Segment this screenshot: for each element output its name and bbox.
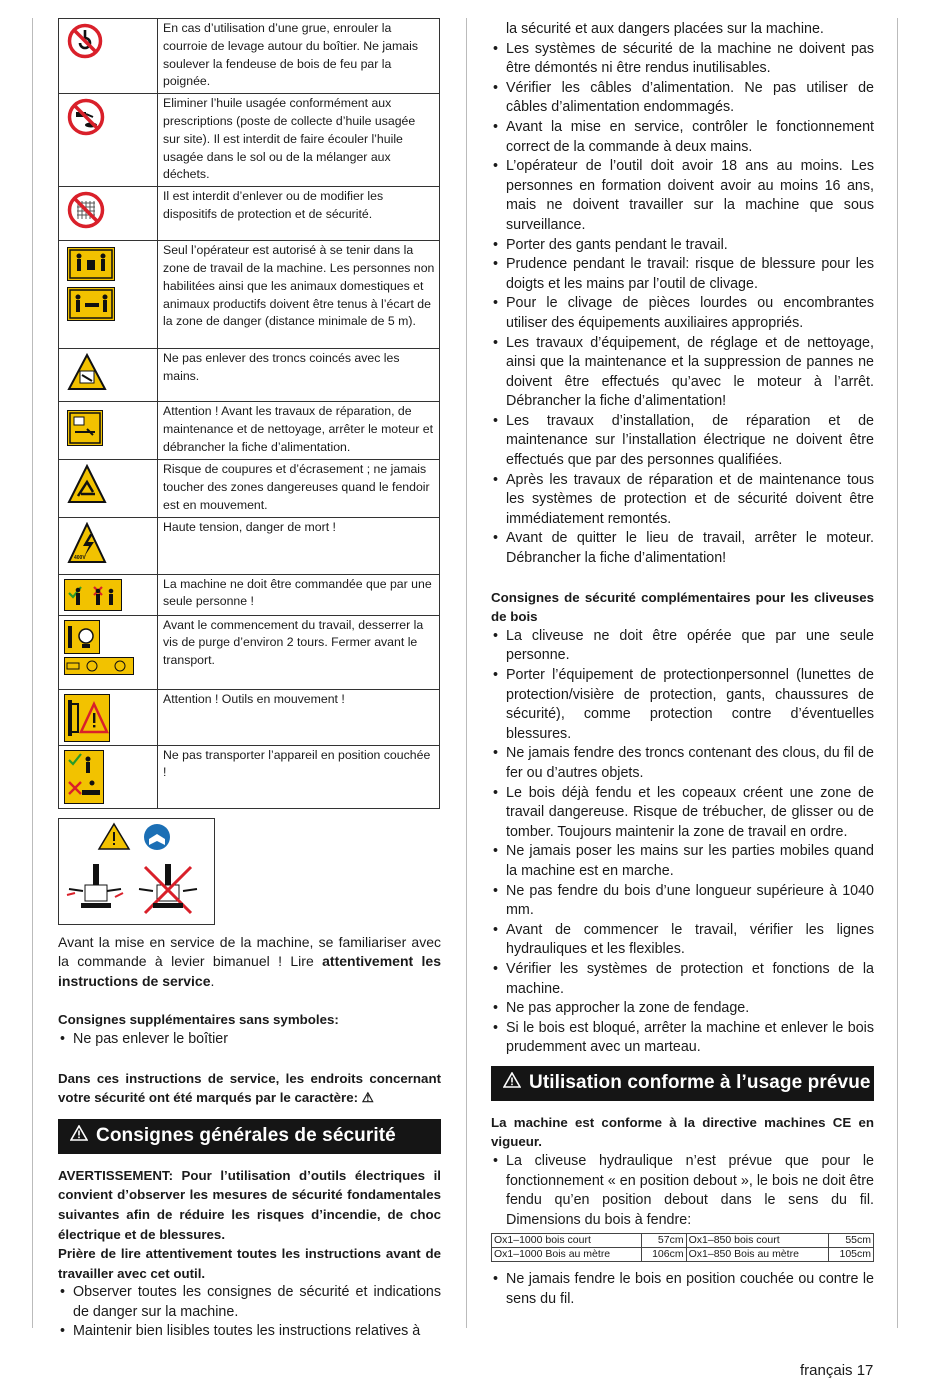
table-row bbox=[492, 1248, 874, 1262]
symbol-row bbox=[59, 689, 440, 745]
operator-only-zone-icon bbox=[67, 247, 115, 281]
list-item: • Avant la mise en service, contrôler le fonctionnement correct de la commande à deux mains. bbox=[491, 118, 874, 157]
banner-title: Utilisation conforme à l’usage prévue bbox=[529, 1072, 871, 1094]
symbol-row bbox=[59, 349, 440, 402]
warning-triangle-icon bbox=[70, 1125, 88, 1147]
table-cell: 105cm bbox=[828, 1248, 873, 1262]
symbol-text: Haute tension, danger de mort ! bbox=[158, 517, 440, 574]
unplug-before-repair-icon bbox=[67, 410, 103, 446]
complementary-heading: Consignes de sécurité complémentaires pour les cliveuses de bois bbox=[491, 589, 874, 625]
table-row bbox=[492, 1234, 874, 1248]
symbol-row bbox=[59, 19, 440, 94]
symbol-row bbox=[59, 241, 440, 349]
symbol-row bbox=[59, 615, 440, 689]
list-item: • Prudence pendant le travail: risque de blessure pour les doigts et les mains par l’outil de clivage. bbox=[491, 255, 874, 294]
moving-tools-warning-icon bbox=[64, 694, 110, 742]
supplementary-heading: Consignes supplémentaires sans symboles: bbox=[58, 1012, 339, 1028]
symbol-text: Attention ! Avant les travaux de réparation, de maintenance et de nettoyage, arrêter le moteur et débrancher la fiche d’alimentation. bbox=[158, 402, 440, 460]
read-instructions-paragraph: Prière de lire attentivement toutes les instructions avant de travailler avec cet outil. bbox=[58, 1246, 441, 1281]
complementary-list bbox=[491, 627, 874, 1058]
list-item: • Les travaux d’installation, de réparation et de maintenance sur l’installation électrique ne doivent être effectués que par des personnes qualifiées. bbox=[491, 412, 874, 471]
table-cell: Ox1–1000 Bois au mètre bbox=[492, 1248, 642, 1262]
symbol-row bbox=[59, 94, 440, 187]
jammed-log-warning-icon bbox=[67, 353, 107, 391]
symbol-row bbox=[59, 745, 440, 808]
symbol-text: Ne pas transporter l’appareil en position couchée ! bbox=[158, 745, 440, 808]
supplementary-list bbox=[58, 1030, 441, 1050]
keep-distance-icon bbox=[67, 287, 115, 321]
symbol-text: Eliminer l’huile usagée conformément aux prescriptions (poste de collecte d’huile usagée sur site). Il est interdit de faire écouler l’huile usagée dans le sol ou de la mélanger aux déchets. bbox=[158, 94, 440, 187]
table-cell: Ox1–1000 bois court bbox=[492, 1234, 642, 1248]
symbol-text: Ne pas enlever des troncs coincés avec les mains. bbox=[158, 349, 440, 402]
safety-symbols-table bbox=[58, 18, 440, 809]
list-item: • Avant de commencer le travail, vérifier les lignes hydrauliques et les flexibles. bbox=[491, 921, 874, 960]
list-item: • La cliveuse ne doit être opérée que par une seule personne. bbox=[491, 627, 874, 666]
list-item: • Ne jamais poser les mains sur les parties mobiles quand la machine est en marche. bbox=[491, 842, 874, 881]
list-item: • Pour le clivage de pièces lourdes ou encombrantes utiliser des équipements auxiliaires appropriés. bbox=[491, 294, 874, 333]
list-item: • Les travaux d’équipement, de réglage et de nettoyage, ainsi que la maintenance et la suppression de pannes ne doivent être effectués qu’avec le moteur à l’arrêt. Débrancher la fiche d’alimentation! bbox=[491, 334, 874, 412]
incorrect-operation-icon bbox=[139, 864, 197, 913]
warning-paragraph: AVERTISSEMENT: Pour l’utilisation d’outils électriques il convient d’observer les mesures de sécurité fondamentales suivantes afin de réduire les risques d’incendie, de choc électrique et de blessures. bbox=[58, 1167, 441, 1242]
intro-bold-text: attentivement les instructions de service bbox=[58, 953, 442, 989]
section-banner-general-safety bbox=[58, 1119, 441, 1154]
crane-prohibited-icon bbox=[67, 23, 103, 59]
symbol-row bbox=[59, 460, 440, 517]
symbol-text: Il est interdit d’enlever ou de modifier les dispositifs de protection et de sécurité. bbox=[158, 187, 440, 241]
voltage-label: 400V bbox=[74, 554, 86, 561]
list-item: • Ne jamais fendre des troncs contenant des clous, du fil de fer ou d’autres objets. bbox=[491, 744, 874, 783]
list-item: • Porter l’équipement de protectionpersonnel (lunettes de protection/visière de protection, gants, chaussures de sécurité), comme protection contre d’éventuelles blessures. bbox=[491, 666, 874, 744]
symbol-text: La machine ne doit être commandée que par une seule personne ! bbox=[158, 574, 440, 615]
list-item: • Après les travaux de réparation et de maintenance tous les systèmes de protection et de sécurité doivent être immédiatement remontés. bbox=[491, 471, 874, 530]
section-banner-intended-use bbox=[491, 1066, 874, 1101]
correct-operation-icon bbox=[67, 864, 123, 908]
symbol-text: Seul l’opérateur est autorisé à se tenir dans la zone de travail de la machine. Les personnes non habilitées ainsi que les animaux domestiques et animaux productifs doivent être tenus à l’écart de la zone de danger (distance minimale de 5 m). bbox=[158, 241, 440, 349]
warning-triangle-icon bbox=[503, 1072, 521, 1094]
guard-removal-prohibited-icon bbox=[67, 191, 105, 229]
list-item: • Ne pas enlever le boîtier bbox=[58, 1030, 441, 1050]
list-item: • Si le bois est bloqué, arrêter la machine et enlever le bois prudemment avec un marteau. bbox=[491, 1019, 874, 1058]
list-item: • Les systèmes de sécurité de la machine ne doivent pas être démontés ni être rendus inutilisables. bbox=[491, 40, 874, 79]
page-edge-left bbox=[32, 18, 33, 1328]
table-cell: 57cm bbox=[641, 1234, 686, 1248]
intro-paragraph bbox=[58, 933, 441, 992]
symbol-row bbox=[59, 574, 440, 615]
marked-heading: Dans ces instructions de service, les endroits concernant votre sécurité ont été marqués par le caractère: ⚠ bbox=[58, 1070, 441, 1106]
general-safety-list-left bbox=[58, 1283, 441, 1342]
list-item: • Maintenir bien lisibles toutes les instructions relatives à bbox=[58, 1322, 441, 1342]
footer-language: français bbox=[800, 1362, 853, 1379]
list-item: • Ne pas approcher la zone de fendage. bbox=[491, 999, 874, 1019]
list-item: • Le bois déjà fendu et les copeaux créent une zone de travail dangereuse. Risque de trébucher, de glisser ou de tomber. Toujours maintenir la zone de travail en ordre. bbox=[491, 784, 874, 843]
intro-text-end: . bbox=[210, 972, 215, 989]
list-item: • Observer toutes les consignes de sécurité et indications de danger sur la machine. bbox=[58, 1283, 441, 1322]
symbol-row bbox=[59, 187, 440, 241]
continued-text: la sécurité et aux dangers placées sur la machine. bbox=[506, 21, 824, 37]
symbol-text: Risque de coupures et d’écrasement ; ne jamais toucher des zones dangereuses quand le fendoir est en mouvement. bbox=[158, 460, 440, 517]
column-divider bbox=[466, 18, 467, 1328]
symbol-row bbox=[59, 517, 440, 574]
oil-disposal-prohibited-icon bbox=[67, 98, 105, 136]
left-column bbox=[58, 18, 441, 1342]
dimensions-table bbox=[491, 1233, 874, 1262]
final-list bbox=[491, 1270, 874, 1309]
list-item: • Avant de quitter le lieu de travail, arrêter le moteur. Débrancher la fiche d’alimentation! bbox=[491, 529, 874, 568]
table-cell: 55cm bbox=[828, 1234, 873, 1248]
single-operator-icon bbox=[64, 579, 122, 611]
symbol-text: Attention ! Outils en mouvement ! bbox=[158, 689, 440, 745]
page-edge-right bbox=[897, 18, 898, 1328]
table-cell: Ox1–850 bois court bbox=[686, 1234, 828, 1248]
table-cell: 106cm bbox=[641, 1248, 686, 1262]
high-voltage-icon bbox=[67, 522, 107, 564]
usage-list bbox=[491, 1152, 874, 1230]
banner-title: Consignes générales de sécurité bbox=[96, 1125, 396, 1147]
transport-icon bbox=[64, 657, 134, 675]
page-footer bbox=[800, 1362, 873, 1379]
symbol-row bbox=[59, 402, 440, 460]
no-horizontal-transport-icon bbox=[64, 750, 104, 804]
list-item: • Porter des gants pendant le travail. bbox=[491, 236, 874, 256]
general-safety-list-right bbox=[491, 40, 874, 569]
symbol-text: En cas d’utilisation d’une grue, enrouler la courroie de levage autour du boîtier. Ne jamais soulever la fendeuse de bois de feu par la poignée. bbox=[158, 19, 440, 94]
list-item: • L’opérateur de l’outil doit avoir 18 ans au moins. Les personnes en formation doivent avoir au moins 16 ans, mais ne doivent travailler sur la machine que sous surveillance. bbox=[491, 157, 874, 235]
right-column bbox=[491, 18, 874, 1310]
page-number: 17 bbox=[856, 1362, 874, 1379]
list-item: • Vérifier les câbles d’alimentation. Ne pas utiliser de câbles d’alimentation endommagés. bbox=[491, 79, 874, 118]
crush-hazard-icon bbox=[67, 464, 107, 504]
usage-heading: La machine est conforme à la directive machines CE en vigueur. bbox=[491, 1114, 874, 1150]
symbol-text: Avant le commencement du travail, desserrer la vis de purge d’environ 2 tours. Fermer avant le transport. bbox=[158, 615, 440, 689]
table-cell: Ox1–850 Bois au mètre bbox=[686, 1248, 828, 1262]
list-item: • Ne pas fendre du bois d’une longueur supérieure à 1040 mm. bbox=[491, 882, 874, 921]
list-item: • Vérifier les systèmes de protection et fonctions de la machine. bbox=[491, 960, 874, 999]
intro-text: Avant la mise en service de la machine, se familiariser avec la commande à levier bimanuel ! Lire bbox=[58, 933, 441, 970]
list-item: • Ne jamais fendre le bois en position couchée ou contre le sens du fil. bbox=[491, 1270, 874, 1309]
list-item: • La cliveuse hydraulique n’est prévue que pour le fonctionnement « en position debout », le bois ne doit être fendu qu’en position debout dans le sens du fil. Dimensions du bois à fendre: bbox=[491, 1152, 874, 1230]
bleed-screw-icon bbox=[64, 620, 100, 654]
two-hand-operation-illustration bbox=[58, 818, 215, 925]
